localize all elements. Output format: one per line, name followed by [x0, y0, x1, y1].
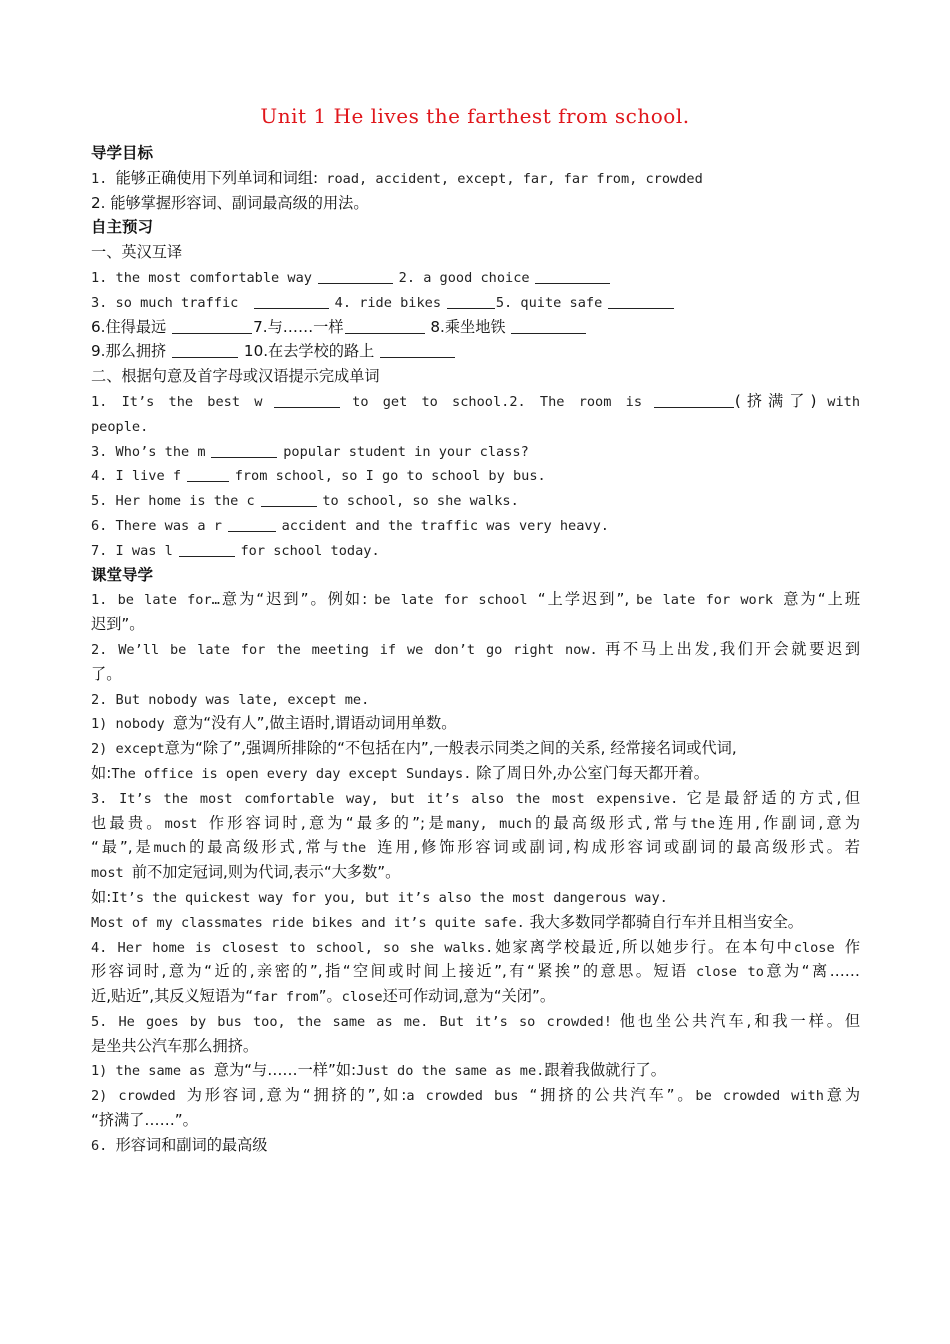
objective-1: 1. 能够正确使用下列单词和词组: road, accident, except, far, far from, crowded [91, 168, 703, 187]
answer-blank[interactable] [511, 318, 586, 334]
note-line-4: 了。 [91, 664, 122, 683]
answer-blank[interactable] [380, 342, 455, 358]
note-line-14: Most of my classmates ride bikes and it’s quite safe. 我大多数同学都骑自行车并且相当安全。 [91, 912, 803, 931]
class-heading: 课堂导学 [91, 565, 154, 584]
note-line-1: 1. be late for…意为“迟到”。例如: be late for school “上学迟到”, be late for work 意为“上班 [91, 590, 860, 609]
fill-row-5: 5. Her home is the c to school, so she walks. [91, 493, 519, 510]
document-body [91, 141, 860, 1158]
translation-row-1: 1. the most comfortable way 2. a good choice [91, 265, 860, 290]
note-line-6: 1) nobody 意为“没有人”,做主语时,谓语动词用单数。 [91, 714, 457, 733]
answer-blank[interactable] [254, 293, 329, 309]
fill-row-1-cont: people. [91, 418, 149, 435]
note-line-18: 5. He goes by bus too, the same as me. But it’s so crowded! 他也坐公共汽车,和我一样。但 [91, 1011, 860, 1030]
translation-row-4: 9.那么拥挤 10.在去学校的路上 [91, 339, 860, 364]
translation-row-3: 6.住得最远 7.与……一样 8.乘坐地铁 [91, 315, 860, 340]
answer-blank[interactable] [261, 491, 317, 507]
objectives-heading: 导学目标 [91, 144, 154, 162]
preview-heading: 自主预习 [91, 218, 154, 237]
answer-blank[interactable] [535, 268, 610, 284]
answer-blank[interactable] [172, 318, 252, 334]
note-line-22: “挤满了……”。 [91, 1111, 198, 1130]
note-line-20: 1) the same as 意为“与……一样”如:Just do the same as me.跟着我做就行了。 [91, 1061, 666, 1080]
answer-blank[interactable] [179, 541, 235, 557]
fill-row-3: 3. Who’s the m popular student in your class? [91, 443, 529, 460]
note-line-8: 如:The office is open every day except Sundays. 除了周日外,办公室门每天都开着。 [91, 763, 709, 782]
answer-blank[interactable] [172, 342, 238, 358]
answer-blank[interactable] [211, 442, 277, 458]
note-line-10: 也最贵。most 作形容词时,意为“最多的”;是many, much的最高级形式,常与the连用,作副词,意为 [91, 813, 860, 832]
note-line-7: 2) except意为“除了”,强调所排除的“不包括在内”,一般表示同类之间的关系, 经常接名词或代词, [91, 739, 737, 758]
translation-row-2: 3. so much traffic 4. ride bikes 5. quite safe [91, 290, 860, 315]
note-line-23: 6. 形容词和副词的最高级 [91, 1135, 268, 1154]
note-line-5: 2. But nobody was late, except me. [91, 691, 370, 708]
note-line-2: 迟到”。 [91, 615, 145, 634]
part1-heading: 一、英汉互译 [91, 243, 183, 262]
note-line-17: 近,贴近”,其反义短语为“far from”。close还可作动词,意为“关闭”。 [91, 987, 556, 1006]
answer-blank[interactable] [228, 516, 276, 532]
answer-blank[interactable] [654, 392, 734, 408]
note-line-19: 是坐共公汽车那么拥挤。 [91, 1036, 259, 1055]
fill-row-7: 7. I was l for school today. [91, 542, 380, 559]
note-line-3: 2. We’ll be late for the meeting if we don’t go right now. 再不马上出发,我们开会就要迟到 [91, 639, 860, 658]
fill-row-6: 6. There was a r accident and the traffic was very heavy. [91, 517, 609, 534]
note-line-9: 3. It’s the most comfortable way, but it’s also the most expensive. 它是最舒适的方式,但 [91, 788, 860, 807]
note-line-12: most 前不加定冠词,则为代词,表示“大多数”。 [91, 863, 401, 882]
note-line-11: “最”,是much的最高级形式,常与the 连用,修饰形容词或副词,构成形容词或副词的最高级形式。若 [91, 838, 860, 857]
answer-blank[interactable] [345, 318, 425, 334]
answer-blank[interactable] [274, 392, 340, 408]
answer-blank[interactable] [447, 293, 495, 309]
answer-blank[interactable] [187, 466, 229, 482]
note-line-13: 如:It’s the quickest way for you, but it’s also the most dangerous way. [91, 887, 668, 906]
fill-row-1: 1. It’s the best w to get to school.2. The room is (挤满了) with [91, 391, 860, 410]
part2-heading: 二、根据句意及首字母或汉语提示完成单词 [91, 367, 380, 386]
answer-blank[interactable] [608, 293, 674, 309]
fill-row-4: 4. I live f from school, so I go to school by bus. [91, 468, 546, 485]
note-line-15: 4. Her home is closest to school, so she walks.她家离学校最近,所以她步行。在本句中close 作 [91, 937, 860, 956]
page-title: Unit 1 He lives the farthest from school. [260, 104, 690, 128]
answer-blank[interactable] [318, 268, 393, 284]
objective-2: 2. 能够掌握形容词、副词最高级的用法。 [91, 193, 369, 212]
note-line-16: 形容词时,意为“近的,亲密的”,指“空间或时间上接近”,有“紧挨”的意思。短语 close to意为“离…… [91, 962, 860, 981]
note-line-21: 2) crowded 为形容词,意为“拥挤的”,如:a crowded bus “拥挤的公共汽车”。be crowded with意为 [91, 1086, 860, 1105]
